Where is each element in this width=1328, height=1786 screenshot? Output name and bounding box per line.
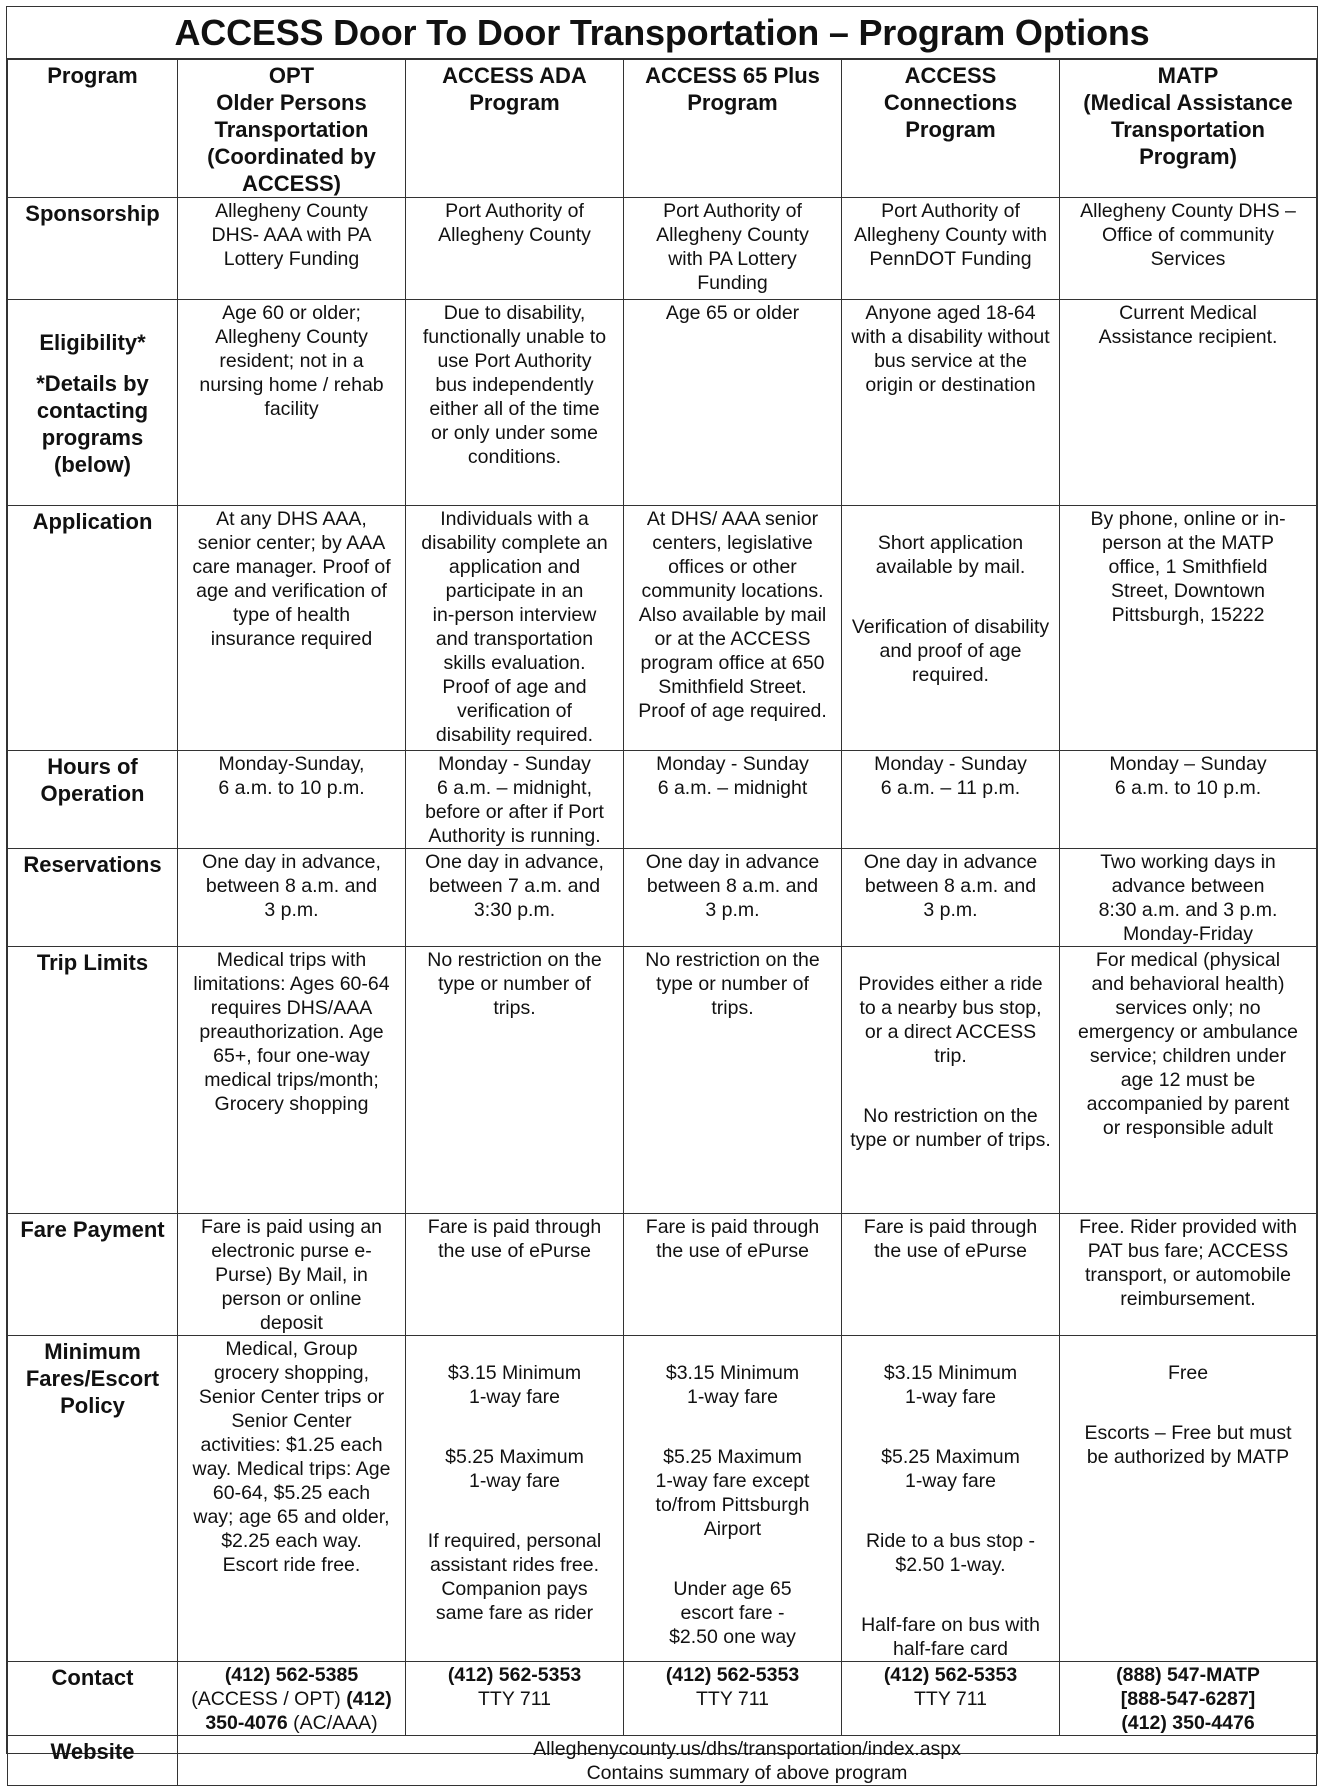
column-header-connections: ACCESS Connections Program bbox=[842, 60, 1060, 198]
fare-maximum: $5.25 Maximum 1-way fare except to/from Pittsburgh Airport bbox=[655, 1446, 810, 1540]
fare-maximum: $5.25 Maximum 1-way fare bbox=[881, 1446, 1020, 1492]
sponsorship-row bbox=[8, 198, 1317, 300]
row-label-minimum-fares: Minimum Fares/Escort Policy bbox=[8, 1336, 178, 1662]
website-cell bbox=[178, 1736, 1317, 1786]
eligibility-footnote: *Details by contacting programs (below) bbox=[36, 371, 149, 477]
table-cell: Monday-Sunday, 6 a.m. to 10 p.m. bbox=[178, 751, 406, 849]
table-cell bbox=[406, 1662, 624, 1736]
matp-fare: Free bbox=[1167, 1362, 1209, 1384]
row-label-fare-payment: Fare Payment bbox=[8, 1214, 178, 1336]
phone-number: (412) 562-5385 bbox=[224, 1664, 359, 1686]
column-header-opt: OPT Older Persons Transportation (Coordinated by ACCESS) bbox=[178, 60, 406, 198]
fare-minimum: $3.15 Minimum 1-way fare bbox=[665, 1362, 800, 1408]
table-cell: Current Medical Assistance recipient. bbox=[1060, 300, 1317, 506]
row-label-reservations: Reservations bbox=[8, 849, 178, 947]
table-cell: At DHS/ AAA senior centers, legislative offices or other community locations. Also available by mail or at the ACCESS program office at 650 Smithfield Street. Proof of age required. bbox=[624, 506, 842, 751]
table-cell: Port Authority of Allegheny County bbox=[406, 198, 624, 300]
eligibility-row bbox=[8, 300, 1317, 506]
table-cell: By phone, online or in- person at the MATP office, 1 Smithfield Street, Downtown Pittsburgh, 15222 bbox=[1060, 506, 1317, 751]
phone-note: (ACCESS / OPT) bbox=[191, 1688, 341, 1710]
connections-application-text: Short application available by mail. bbox=[875, 532, 1026, 578]
row-label-website: Website bbox=[8, 1736, 178, 1786]
contact-row bbox=[8, 1662, 1317, 1736]
table-cell: Monday - Sunday 6 a.m. – 11 p.m. bbox=[842, 751, 1060, 849]
phone-number: (412) 562-5353 bbox=[883, 1664, 1018, 1686]
half-fare-note: Half-fare on bus with half-fare card bbox=[861, 1614, 1040, 1660]
table-cell: One day in advance between 8 a.m. and 3 p.m. bbox=[624, 849, 842, 947]
table-cell: Fare is paid using an electronic purse e- Purse) By Mail, in person or online deposit bbox=[178, 1214, 406, 1336]
program-label: Program bbox=[8, 60, 178, 198]
website-row bbox=[8, 1736, 1317, 1786]
table-cell: Monday – Sunday 6 a.m. to 10 p.m. bbox=[1060, 751, 1317, 849]
column-header-ada: ACCESS ADA Program bbox=[406, 60, 624, 198]
phone-number: (412) 562-5353 bbox=[447, 1664, 582, 1686]
table-cell: Medical trips with limitations: Ages 60-64 requires DHS/AAA preauthorization. Age 65+, four one-way medical trips/month; Grocery shopping bbox=[178, 947, 406, 1214]
phone-note: (AC/AAA) bbox=[293, 1712, 378, 1734]
table-cell bbox=[842, 947, 1060, 1214]
header-row bbox=[8, 60, 1317, 198]
row-label-hours: Hours of Operation bbox=[8, 751, 178, 849]
escort-policy: Under age 65 escort fare - $2.50 one way bbox=[669, 1578, 796, 1648]
website-url: Alleghenycounty.us/dhs/transportation/index.aspx bbox=[533, 1738, 961, 1760]
table-cell: Allegheny County DHS- AAA with PA Lottery Funding bbox=[178, 198, 406, 300]
program-options-table bbox=[7, 59, 1317, 1786]
application-row bbox=[8, 506, 1317, 751]
table-cell bbox=[1060, 1336, 1317, 1662]
table-cell bbox=[842, 1662, 1060, 1736]
table-cell: Two working days in advance between 8:30 a.m. and 3 p.m. Monday-Friday bbox=[1060, 849, 1317, 947]
row-label-application: Application bbox=[8, 506, 178, 751]
fare-minimum: $3.15 Minimum 1-way fare bbox=[883, 1362, 1018, 1408]
row-label-trip-limits: Trip Limits bbox=[8, 947, 178, 1214]
tty-number: TTY 711 bbox=[478, 1688, 551, 1710]
table-cell: Allegheny County DHS – Office of community Services bbox=[1060, 198, 1317, 300]
minimum-fares-row bbox=[8, 1336, 1317, 1662]
row-label-eligibility bbox=[8, 300, 178, 506]
table-cell: For medical (physical and behavioral health) services only; no emergency or ambulance service; children under age 12 must be accompanied by parent or responsible adult bbox=[1060, 947, 1317, 1214]
table-cell: One day in advance, between 8 a.m. and 3 p.m. bbox=[178, 849, 406, 947]
column-header-65plus: ACCESS 65 Plus Program bbox=[624, 60, 842, 198]
table-cell bbox=[842, 1336, 1060, 1662]
table-cell: Due to disability, functionally unable to use Port Authority bus independently either all of the time or only under some conditions. bbox=[406, 300, 624, 506]
table-cell: Age 60 or older; Allegheny County resident; not in a nursing home / rehab facility bbox=[178, 300, 406, 506]
table-cell bbox=[406, 1336, 624, 1662]
table-cell: Port Authority of Allegheny County with PA Lottery Funding bbox=[624, 198, 842, 300]
table-cell bbox=[842, 506, 1060, 751]
table-cell: At any DHS AAA, senior center; by AAA care manager. Proof of age and verification of type of health insurance required bbox=[178, 506, 406, 751]
table-cell: Age 65 or older bbox=[624, 300, 842, 506]
row-label-contact: Contact bbox=[8, 1662, 178, 1736]
tty-number: TTY 711 bbox=[914, 1688, 987, 1710]
table-cell: Individuals with a disability complete an application and participate in an in-person interview and transportation skills evaluation. Proof of age and verification of disability required. bbox=[406, 506, 624, 751]
connections-trip-text: Provides either a ride to a nearby bus stop, or a direct ACCESS trip. bbox=[858, 973, 1043, 1067]
website-note: Contains summary of above program bbox=[586, 1762, 908, 1784]
connections-verification-note: Verification of disability and proof of age required. bbox=[851, 616, 1050, 686]
trip-limits-row bbox=[8, 947, 1317, 1214]
fare-payment-row bbox=[8, 1214, 1317, 1336]
tty-number: TTY 711 bbox=[696, 1688, 769, 1710]
hours-row bbox=[8, 751, 1317, 849]
table-cell bbox=[178, 1662, 406, 1736]
reservations-row bbox=[8, 849, 1317, 947]
bus-stop-fare: Ride to a bus stop - $2.50 1-way. bbox=[865, 1530, 1036, 1576]
matp-phone-numbers: (888) 547-MATP [888-547-6287] (412) 350-4476 bbox=[1060, 1662, 1317, 1736]
column-header-matp: MATP (Medical Assistance Transportation Program) bbox=[1060, 60, 1317, 198]
escort-policy: Escorts – Free but must be authorized by MATP bbox=[1084, 1422, 1292, 1468]
escort-policy: If required, personal assistant rides free. Companion pays same fare as rider bbox=[427, 1530, 602, 1624]
table-cell bbox=[624, 1662, 842, 1736]
fare-minimum: $3.15 Minimum 1-way fare bbox=[447, 1362, 582, 1408]
table-cell: No restriction on the type or number of trips. bbox=[624, 947, 842, 1214]
table-cell: Monday - Sunday 6 a.m. – midnight, before or after if Port Authority is running. bbox=[406, 751, 624, 849]
table-cell: Medical, Group grocery shopping, Senior Center trips or Senior Center activities: $1.25 each way. Medical trips: Age 60-64, $5.25 each way; age 65 and older, $2.25 each way. Escort ride free. bbox=[178, 1336, 406, 1662]
table-cell: Monday - Sunday 6 a.m. – midnight bbox=[624, 751, 842, 849]
connections-trip-note: No restriction on the type or number of trips. bbox=[850, 1105, 1051, 1151]
table-cell: Fare is paid through the use of ePurse bbox=[406, 1214, 624, 1336]
table-cell: Anyone aged 18-64 with a disability without bus service at the origin or destination bbox=[842, 300, 1060, 506]
table-cell: Fare is paid through the use of ePurse bbox=[624, 1214, 842, 1336]
table-cell: One day in advance between 8 a.m. and 3 p.m. bbox=[842, 849, 1060, 947]
program-options-document bbox=[6, 6, 1318, 1784]
table-cell: Port Authority of Allegheny County with PennDOT Funding bbox=[842, 198, 1060, 300]
row-label-sponsorship: Sponsorship bbox=[8, 198, 178, 300]
table-cell: No restriction on the type or number of trips. bbox=[406, 947, 624, 1214]
table-cell: Free. Rider provided with PAT bus fare; ACCESS transport, or automobile reimbursement. bbox=[1060, 1214, 1317, 1336]
page-title: ACCESS Door To Door Transportation – Program Options bbox=[7, 7, 1317, 59]
table-cell: Fare is paid through the use of ePurse bbox=[842, 1214, 1060, 1336]
table-cell: One day in advance, between 7 a.m. and 3:30 p.m. bbox=[406, 849, 624, 947]
phone-number: (412) 350-4076 bbox=[205, 1688, 392, 1734]
fare-maximum: $5.25 Maximum 1-way fare bbox=[445, 1446, 584, 1492]
eligibility-label: Eligibility* bbox=[39, 330, 146, 355]
table-cell bbox=[624, 1336, 842, 1662]
phone-number: (412) 562-5353 bbox=[665, 1664, 800, 1686]
